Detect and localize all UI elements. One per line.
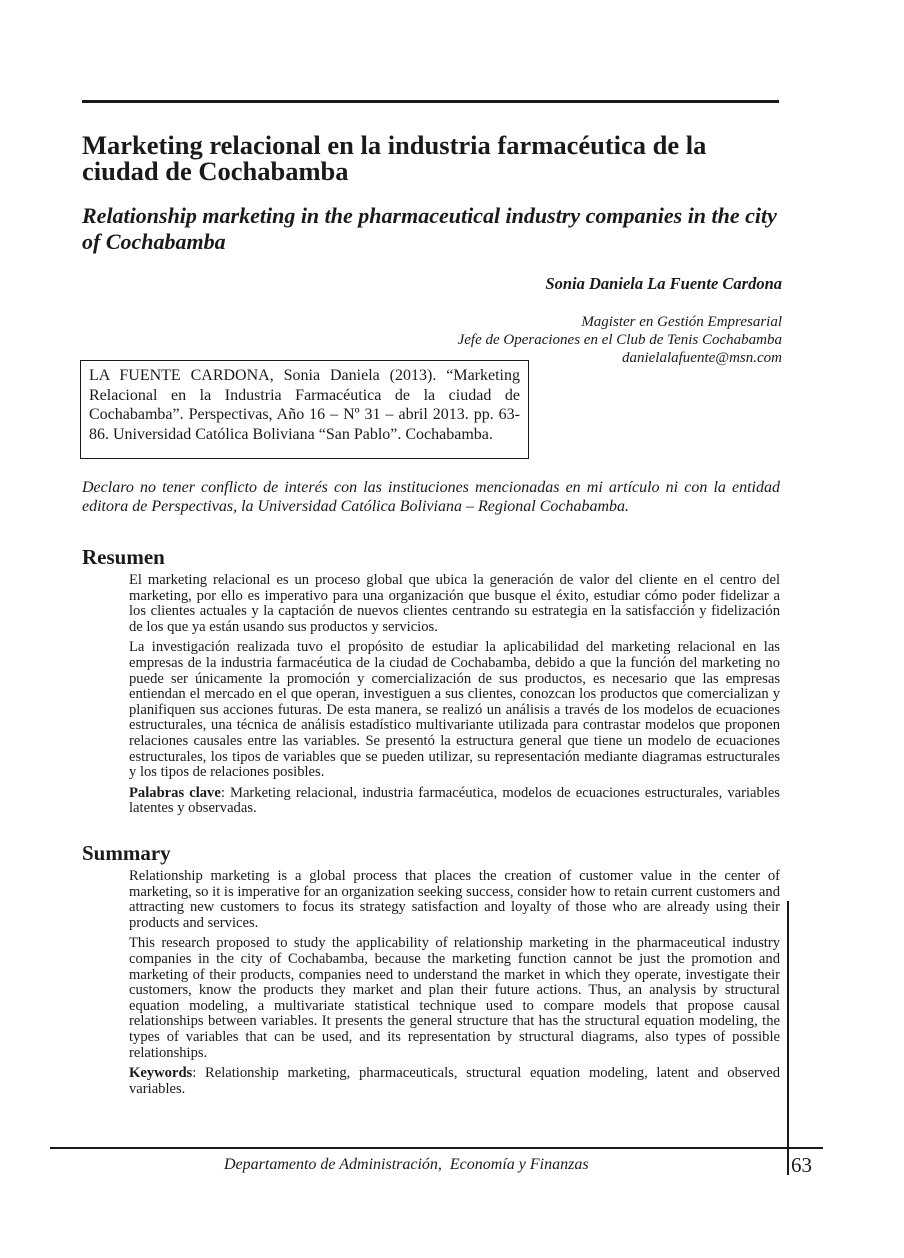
footer-department: Departamento de Administración, Economía y Finanzas: [224, 1156, 589, 1173]
conflict-declaration: Declaro no tener conflicto de interés con las instituciones mencionadas en mi artículo ni con la entidad editora de Perspectivas, la Universidad Católica Boliviana – Regional Cochabamba.: [82, 479, 780, 515]
author-name: Sonia Daniela La Fuente Cardona: [545, 274, 782, 293]
keywords-label: Palabras clave: [129, 784, 221, 801]
keywords-label: Keywords: [129, 1065, 193, 1082]
summary-paragraph-1: Relationship marketing is a global process that places the creation of customer value in the center of marketing, so it is imperative for an organization seeking success, consider how to retain current customers and attracting new customers to focus its strategy satisfaction and loyalty of those who are already using their products and services.: [129, 868, 780, 931]
author-affiliation: [458, 313, 782, 367]
resumen-keywords: [129, 786, 780, 817]
footer-rule: [50, 1147, 823, 1149]
keywords-text: : Relationship marketing, pharmaceuticals, structural equation modeling, latent and observed variables.: [129, 1065, 780, 1097]
margin-rule: [787, 901, 789, 1175]
citation-box: LA FUENTE CARDONA, Sonia Daniela (2013). “Marketing Relacional en la Industria Farmacéutica de la ciudad de Cochabamba”. Perspectivas, Año 16 – Nº 31 – abril 2013. pp. 63-86. Universidad Católica Boliviana “San Pablo”. Cochabamba.: [80, 360, 529, 459]
resumen-body: [129, 573, 780, 822]
page-number: 63: [791, 1153, 812, 1177]
resumen-heading: Resumen: [82, 545, 165, 569]
author-email: danielalafuente@msn.com: [621, 350, 782, 366]
keywords-text: : Marketing relacional, industria farmacéutica, modelos de ecuaciones estructurales, variables latentes y observadas.: [129, 784, 780, 817]
summary-paragraph-2: This research proposed to study the applicability of relationship marketing in the pharmaceutical industry companies in the city of Cochabamba, because the marketing function cannot be just the promotion and marketing of their products, companies need to understand the market in which they operate, investigate their customers, know the products they market and plan their future actions. Thus, an analysis by structural equation modeling, a multivariate statistical technique used to compare models that propose causal relationships between variables. It presents the general structure that has the structural equation modeling, the types of variables that can be used, and its representation by structural diagrams, also types of possible relationships.: [129, 935, 780, 1061]
summary-heading: Summary: [82, 841, 171, 865]
resumen-paragraph-2: La investigación realizada tuvo el propósito de estudiar la aplicabilidad del marketing relacional en las empresas de la industria farmacéutica de la ciudad de Cochabamba, debido a que la función del marketing no puede ser únicamente la promoción y comercialización de sus productos, es necesario que las empresas entiendan el mercado en el que operan, investiguen a sus clientes, conozcan los productos que comercializan y planifiquen sus acciones futuras. De esta manera, se realizó un análisis a través de los modelos de ecuaciones estructurales, una técnica de análisis estadístico multivariante utilizada para contrastar modelos que proponen relaciones causales entre las variables. Se presentó la estructura general que tiene un modelo de ecuaciones estructurales, los tipos de variables que se pueden utilizar, su representación mediante diagramas estructurales y los tipos de relaciones posibles.: [129, 639, 780, 781]
resumen-paragraph-1: El marketing relacional es un proceso global que ubica la generación de valor del cliente en el centro del marketing, por ello es imperativo para una organización que busque el éxito, estudiar cómo poder fidelizar a los clientes actuales y la captación de nuevos clientes centrando su estrategia en la satisfacción y fidelización de los que ya están usando sus productos y servicios.: [129, 572, 780, 635]
top-rule: [82, 100, 779, 103]
summary-keywords: [129, 1066, 780, 1097]
author-degree: Magister en Gestión Empresarial: [581, 314, 782, 330]
author-position: Jefe de Operaciones en el Club de Tenis Cochabamba: [457, 332, 782, 348]
article-title: Marketing relacional en la industria farmacéutica de la ciudad de Cochabamba: [82, 130, 707, 186]
summary-body: [129, 869, 780, 1102]
article-subtitle: Relationship marketing in the pharmaceutical industry companies in the city of Cochabamba: [82, 203, 777, 254]
